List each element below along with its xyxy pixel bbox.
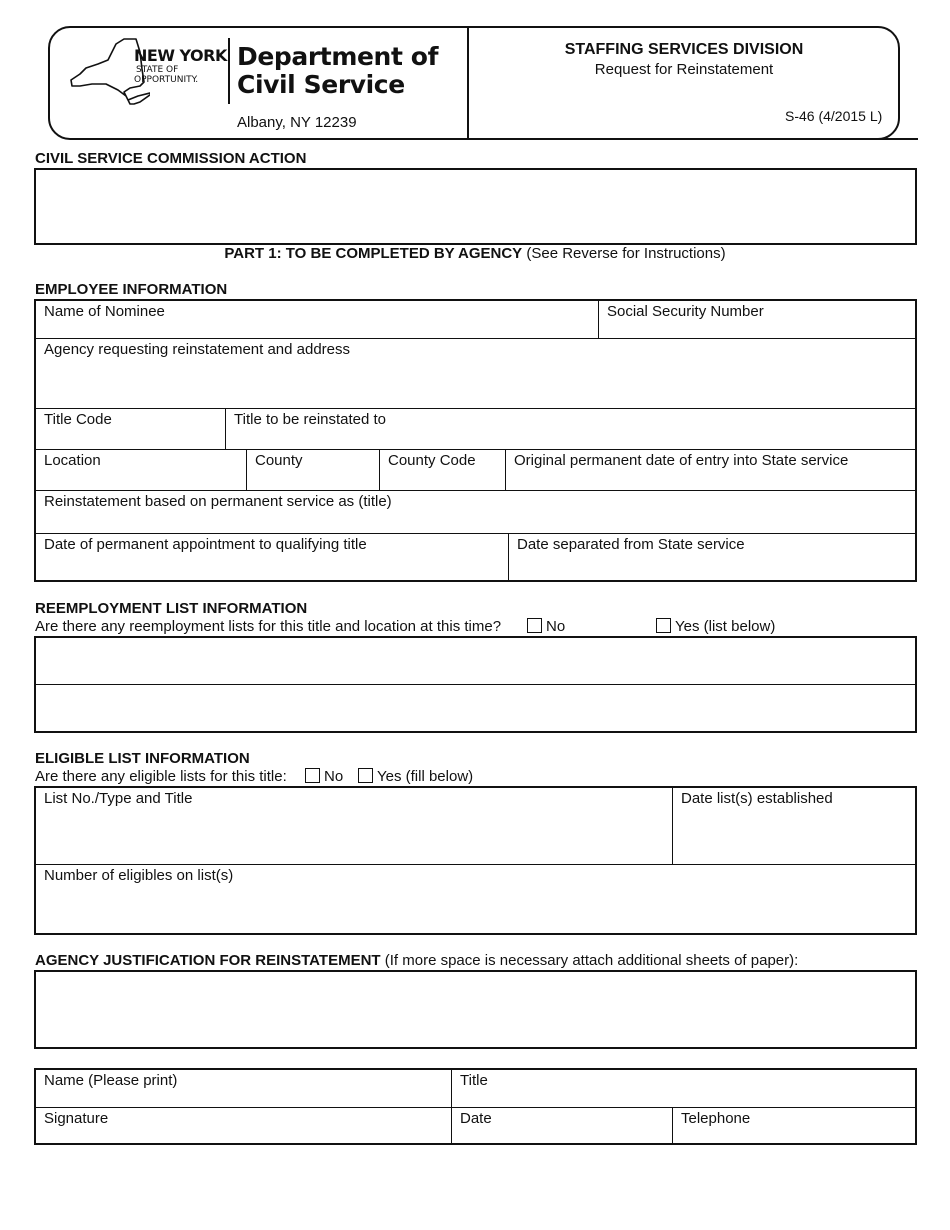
county-field[interactable] bbox=[247, 450, 379, 490]
employee-info-table bbox=[34, 299, 917, 582]
print-name-field[interactable] bbox=[36, 1070, 451, 1107]
employee-info-title: EMPLOYEE INFORMATION bbox=[35, 281, 228, 298]
sign-date-label: Date bbox=[460, 1110, 492, 1127]
eligibles-count-label: Number of eligibles on list(s) bbox=[44, 867, 234, 884]
department-name-line-2: Civil Service bbox=[237, 70, 405, 99]
location-field[interactable] bbox=[36, 450, 246, 490]
logo-tagline-1: STATE OF bbox=[136, 65, 179, 75]
reemployment-no-label: No bbox=[546, 618, 566, 635]
reemployment-title: REEMPLOYMENT LIST INFORMATION bbox=[35, 600, 308, 617]
separated-date-field[interactable] bbox=[509, 534, 917, 582]
eligible-yes-label: Yes (fill below) bbox=[377, 768, 474, 785]
eligible-title: ELIGIBLE LIST INFORMATION bbox=[35, 750, 250, 767]
eligible-list-table bbox=[34, 786, 917, 935]
separated-date-label: Date separated from State service bbox=[517, 536, 745, 553]
reemployment-list-row-2[interactable] bbox=[36, 685, 917, 733]
signature-label: Signature bbox=[44, 1110, 109, 1127]
eligible-question-text: Are there any eligible lists for this title: bbox=[35, 768, 287, 785]
title-reinstated-field[interactable] bbox=[226, 409, 917, 449]
signature-table bbox=[34, 1068, 917, 1145]
logo-state-name: NEW YORK bbox=[134, 46, 227, 65]
justification-heading bbox=[35, 952, 798, 969]
appointment-date-field[interactable] bbox=[36, 534, 508, 582]
reemployment-yes-label: Yes (list below) bbox=[675, 618, 776, 635]
part1-heading-bold: PART 1: TO BE COMPLETED BY AGENCY bbox=[224, 245, 523, 262]
signature-field[interactable] bbox=[36, 1108, 451, 1145]
signer-title-field[interactable] bbox=[452, 1070, 917, 1107]
commission-action-box[interactable] bbox=[34, 168, 917, 245]
reemployment-question bbox=[35, 618, 501, 635]
entry-date-field[interactable] bbox=[506, 450, 917, 490]
print-name-label: Name (Please print) bbox=[44, 1072, 178, 1089]
signer-title-label: Title bbox=[460, 1072, 488, 1089]
form-title: Request for Reinstatement bbox=[594, 61, 774, 78]
reemployment-no-option[interactable] bbox=[527, 618, 565, 635]
ssn-label: Social Security Number bbox=[607, 303, 764, 320]
agency-address-field[interactable] bbox=[36, 339, 917, 408]
ny-state-logo bbox=[68, 34, 228, 109]
department-name-line-1: Department of bbox=[237, 42, 439, 71]
title-reinstated-label: Title to be reinstated to bbox=[234, 411, 387, 428]
county-code-field[interactable] bbox=[380, 450, 505, 490]
county-label: County bbox=[255, 452, 303, 469]
eligible-no-label: No bbox=[324, 768, 344, 785]
eligible-yes-checkbox[interactable] bbox=[358, 768, 373, 783]
reemployment-list-row-1[interactable] bbox=[36, 638, 917, 684]
eligible-no-option[interactable] bbox=[305, 768, 343, 785]
eligible-yes-option[interactable] bbox=[358, 768, 473, 785]
list-date-label: Date list(s) established bbox=[681, 790, 833, 807]
based-on-title-label: Reinstatement based on permanent service as (title) bbox=[44, 493, 392, 510]
eligible-no-checkbox[interactable] bbox=[305, 768, 320, 783]
nominee-name-field[interactable] bbox=[36, 301, 598, 338]
nominee-name-label: Name of Nominee bbox=[44, 303, 165, 320]
commission-action-title: CIVIL SERVICE COMMISSION ACTION bbox=[35, 150, 307, 167]
agency-address-label: Agency requesting reinstatement and address bbox=[44, 341, 351, 358]
part1-heading-note: (See Reverse for Instructions) bbox=[526, 245, 726, 262]
reemployment-no-checkbox[interactable] bbox=[527, 618, 542, 633]
reemployment-yes-option[interactable] bbox=[656, 618, 775, 635]
justification-note: (If more space is necessary attach additional sheets of paper): bbox=[384, 952, 799, 969]
based-on-title-field[interactable] bbox=[36, 491, 917, 533]
county-code-label: County Code bbox=[388, 452, 476, 469]
eligibles-count-field[interactable] bbox=[36, 865, 917, 935]
justification-title: AGENCY JUSTIFICATION FOR REINSTATEMENT bbox=[35, 952, 381, 969]
logo-tagline-2: OPPORTUNITY. bbox=[134, 75, 199, 85]
department-address: Albany, NY 12239 bbox=[237, 114, 357, 131]
title-code-field[interactable] bbox=[36, 409, 225, 449]
ssn-field[interactable] bbox=[599, 301, 917, 338]
logo-separator bbox=[228, 38, 230, 104]
telephone-label: Telephone bbox=[681, 1110, 751, 1127]
title-code-label: Title Code bbox=[44, 411, 112, 428]
list-number-field[interactable] bbox=[36, 788, 672, 864]
entry-date-label: Original permanent date of entry into State service bbox=[514, 452, 849, 469]
justification-box[interactable] bbox=[34, 970, 917, 1049]
sign-date-field[interactable] bbox=[452, 1108, 672, 1145]
eligible-question bbox=[35, 768, 287, 785]
telephone-field[interactable] bbox=[673, 1108, 917, 1145]
form-number: S-46 (4/2015 L) bbox=[785, 108, 883, 124]
list-date-field[interactable] bbox=[673, 788, 917, 864]
reemployment-list-table bbox=[34, 636, 917, 733]
part1-heading bbox=[0, 245, 950, 262]
reemployment-yes-checkbox[interactable] bbox=[656, 618, 671, 633]
division-title: STAFFING SERVICES DIVISION bbox=[564, 41, 804, 58]
list-number-label: List No./Type and Title bbox=[44, 790, 193, 807]
header-bottom-rule bbox=[466, 138, 918, 140]
location-label: Location bbox=[44, 452, 101, 469]
appointment-date-label: Date of permanent appointment to qualifying title bbox=[44, 536, 367, 553]
reemployment-question-text: Are there any reemployment lists for this title and location at this time? bbox=[35, 618, 502, 635]
